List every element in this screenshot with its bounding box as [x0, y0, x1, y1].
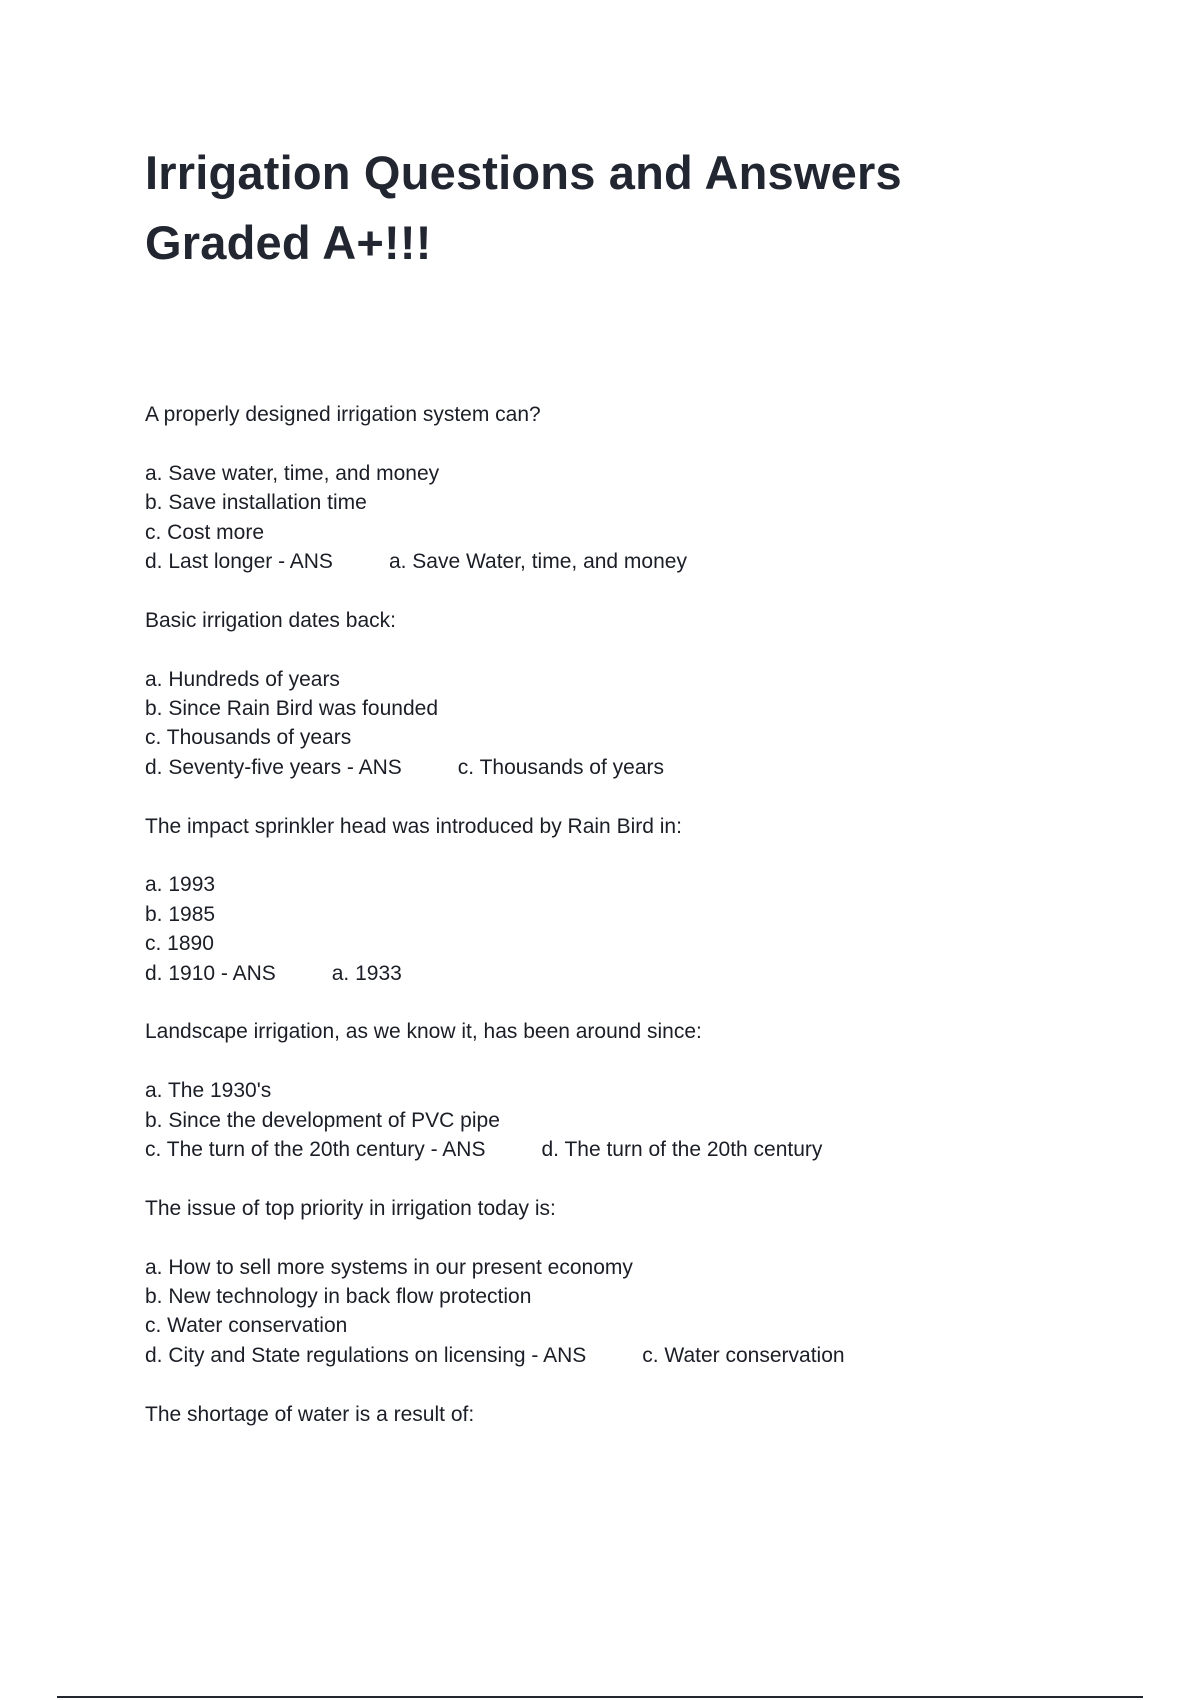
option-text: b. Since Rain Bird was founded: [145, 697, 439, 721]
answer-option: [145, 459, 1045, 488]
spacer: [145, 1047, 1045, 1076]
answer-option: [145, 870, 1045, 899]
answer-option: [145, 753, 1045, 782]
option-text: a. 1993: [145, 873, 216, 897]
answer-option: [145, 959, 1045, 988]
correct-answer: a. Save Water, time, and money: [388, 550, 687, 574]
spacer: [145, 1370, 1045, 1399]
spacer: [145, 1223, 1045, 1252]
option-text: c. Thousands of years: [145, 726, 352, 750]
correct-answer: d. The turn of the 20th century: [541, 1138, 823, 1162]
qa-content: [145, 400, 1045, 1429]
question-text: The impact sprinkler head was introduced by Rain Bird in:: [145, 814, 682, 838]
spacer: [145, 1164, 1045, 1193]
qa-block: [145, 1194, 1045, 1400]
option-text: a. Hundreds of years: [145, 667, 340, 691]
spacer: [145, 635, 1045, 664]
answer-option: [145, 488, 1045, 517]
spacer: [145, 782, 1045, 811]
option-text: a. The 1930's: [145, 1079, 272, 1103]
answer-option: [145, 929, 1045, 958]
option-text: c. The turn of the 20th century - ANS: [145, 1138, 486, 1162]
correct-answer: c. Thousands of years: [457, 755, 665, 779]
spacer: [145, 576, 1045, 605]
answer-option: [145, 1135, 1045, 1164]
qa-block: [145, 1017, 1045, 1193]
qa-block: [145, 1400, 1045, 1429]
spacer: [145, 841, 1045, 870]
option-text: c. Water conservation: [145, 1314, 348, 1338]
question-text: Basic irrigation dates back:: [145, 608, 396, 632]
correct-answer: a. 1933: [331, 961, 402, 985]
option-text: a. Save water, time, and money: [145, 461, 440, 485]
answer-option: [145, 1076, 1045, 1105]
option-text: a. How to sell more systems in our present economy: [145, 1255, 633, 1279]
answer-option: [145, 900, 1045, 929]
option-text: b. Save installation time: [145, 491, 367, 515]
answer-option: [145, 1253, 1045, 1282]
title-line-1: Irrigation Questions and Answers: [145, 146, 902, 199]
question-text: The shortage of water is a result of:: [145, 1402, 475, 1426]
option-text: d. Last longer - ANS: [145, 550, 333, 574]
title-line-2: Graded A+!!!: [145, 216, 432, 269]
answer-option: [145, 1282, 1045, 1311]
answer-option: [145, 1311, 1045, 1340]
qa-block: [145, 812, 1045, 1018]
answer-option: [145, 1341, 1045, 1370]
option-text: d. 1910 - ANS: [145, 961, 276, 985]
question-text: The issue of top priority in irrigation today is:: [145, 1196, 556, 1220]
option-text: d. Seventy-five years - ANS: [145, 755, 402, 779]
question-text: Landscape irrigation, as we know it, has been around since:: [145, 1020, 702, 1044]
option-text: b. Since the development of PVC pipe: [145, 1108, 500, 1132]
option-text: b. 1985: [145, 902, 216, 926]
spacer: [145, 988, 1045, 1017]
answer-option: [145, 547, 1045, 576]
spacer: [145, 429, 1045, 458]
question-text: A properly designed irrigation system can?: [145, 403, 541, 426]
option-text: d. City and State regulations on licensing - ANS: [145, 1343, 587, 1367]
option-text: c. 1890: [145, 932, 214, 956]
answer-option: [145, 1106, 1045, 1135]
answer-option: [145, 694, 1045, 723]
option-text: b. New technology in back flow protection: [145, 1285, 532, 1309]
page-title: [145, 138, 1045, 278]
qa-block: [145, 400, 1045, 606]
answer-option: [145, 665, 1045, 694]
option-text: c. Cost more: [145, 520, 265, 544]
answer-option: [145, 518, 1045, 547]
answer-option: [145, 723, 1045, 752]
footer-divider: [57, 1696, 1143, 1698]
qa-block: [145, 606, 1045, 812]
correct-answer: c. Water conservation: [642, 1343, 845, 1367]
